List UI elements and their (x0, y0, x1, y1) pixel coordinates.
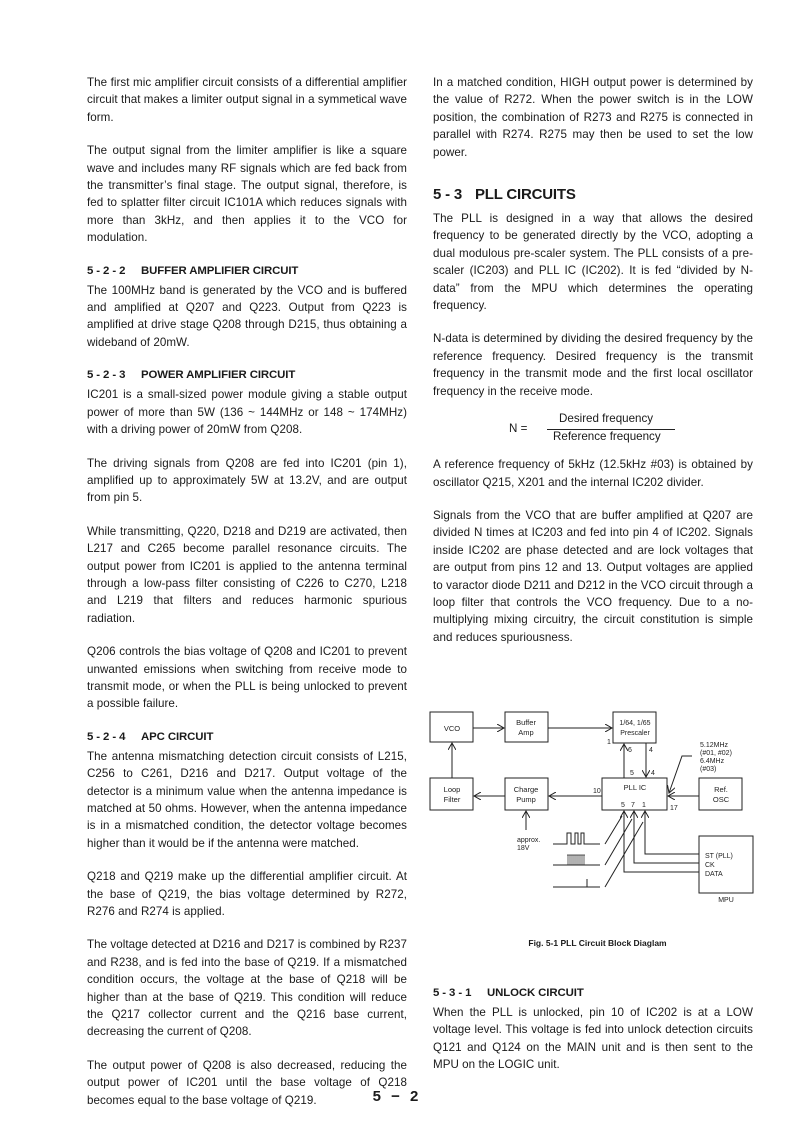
svg-text:Buffer: Buffer (516, 718, 536, 727)
svg-text:Ref.: Ref. (714, 785, 728, 794)
charge-pump-block (505, 778, 548, 810)
svg-text:DATA: DATA (705, 871, 723, 878)
formula-numerator: Desired frequency (559, 412, 654, 426)
section-heading-5-2-4 (87, 729, 407, 745)
pll-block-diagram (425, 700, 770, 910)
section-title: APC CIRCUIT (141, 730, 214, 743)
section-heading-5-3-1 (433, 985, 753, 1001)
svg-text:Loop: Loop (443, 785, 461, 794)
section-title: UNLOCK CIRCUIT (487, 987, 584, 999)
left-column (87, 74, 407, 1109)
section-heading-5-2-2 (87, 263, 407, 279)
vco-block (430, 712, 473, 742)
svg-text:Pump: Pump (516, 795, 536, 804)
svg-text:Charge: Charge (513, 785, 539, 794)
svg-text:VCO: VCO (443, 724, 461, 733)
paragraph: Signals from the VCO that are buffer amplified at Q207 are divided N times at IC203 and fed into pin 4 of IC202. Signals inside IC202 are phase detected and are lock voltages that are output from pins 12 and 13. Output voltages are applied to varactor diode D211 and D212 in the VCO circuit through a loop filter that controls the VCO frequency. Due to a no-multiplying mixing circuitry, the circuit constitution is simple and reduces spuriousness. (433, 508, 753, 644)
svg-text:Filter: Filter (443, 795, 461, 804)
svg-text:4: 4 (649, 747, 653, 754)
page-number: 5 − 2 (372, 1088, 422, 1105)
prescaler-block (613, 712, 656, 743)
svg-text:4: 4 (651, 770, 655, 777)
paragraph: IC201 is a small-sized power module giving a stable output power of more than 5W (136 ~ 144MHz or 148 ~ 174MHz) with a driving power of 20mW from Q208. (87, 388, 407, 437)
paragraph: In a matched condition, HIGH output power is determined by the value of R272. When the power switch is in the LOW position, the combination of R273 and R275 is connected in parallel with R274. R275 may then be used to set the low power. (433, 76, 753, 159)
svg-text:Amp: Amp (518, 728, 534, 737)
svg-text:6.4MHz: 6.4MHz (700, 758, 725, 765)
svg-text:(#03): (#03) (700, 766, 717, 773)
svg-text:1: 1 (642, 802, 646, 809)
paragraph: The 100MHz band is generated by the VCO and is buffered and amplified at Q207 and Q223. Output from Q223 is amplified at drive stage Q208 through D215, thus obtaining a wideband of 20mW. (87, 283, 407, 349)
section-title: PLL CIRCUITS (475, 186, 576, 204)
unlock-section (433, 985, 753, 1074)
paragraph: The antenna mismatching detection circuit consists of L215, C256 to C261, D216 and D217. Output voltage of the detector is a minimum value when the antenna impedance is matched at 50 ohms. However, when the antenna impedance is in a mismatched condition, the detector voltage becomes higher than it would be if the antenna were matched. (87, 749, 407, 850)
section-heading-5-2-3 (87, 367, 407, 383)
paragraph: While transmitting, Q220, D218 and D219 are activated, then L217 and C265 become parallel resonance circuits. The output power from IC201 is applied to the antenna terminal through a low-pass filter consisting of C226 to C270, L218 and L219 that filters and reduces harmonic spurious radiation. (87, 524, 407, 625)
svg-text:7: 7 (631, 802, 635, 809)
svg-text:ST (PLL): ST (PLL) (705, 853, 733, 860)
svg-text:MPU: MPU (718, 897, 734, 904)
right-column (433, 74, 753, 646)
svg-text:CK: CK (705, 862, 715, 869)
paragraph: The driving signals from Q208 are fed into IC201 (pin 1), amplified up to approximately 5W at 13.2V, and are output from pin 5. (87, 456, 407, 505)
section-number: 5 - 2 - 2 (87, 264, 126, 277)
section-title: BUFFER AMPLIFIER CIRCUIT (141, 264, 299, 277)
svg-text:OSC: OSC (712, 795, 730, 804)
svg-text:5: 5 (621, 802, 625, 809)
section-number: 5 - 2 - 4 (87, 730, 126, 743)
svg-text:18V: 18V (517, 845, 530, 852)
svg-text:5.12MHz: 5.12MHz (700, 742, 729, 749)
svg-text:5: 5 (630, 770, 634, 777)
svg-text:17: 17 (670, 805, 678, 812)
paragraph: N-data is determined by dividing the desired frequency by the reference frequency. Desired frequency is the transmit frequency in the transmit mode and the first local oscillator frequency in the receive mode. (433, 332, 753, 398)
loop-filter-block (430, 778, 473, 810)
ref-osc-block (699, 778, 742, 810)
formula-denominator: Reference frequency (553, 430, 661, 444)
figure-caption: Fig. 5-1 PLL Circuit Block Diaglam (528, 938, 667, 948)
section-title: POWER AMPLIFIER CIRCUIT (141, 369, 296, 382)
svg-text:(#01, #02): (#01, #02) (700, 750, 732, 757)
svg-text:1/64, 1/65: 1/64, 1/65 (619, 720, 651, 727)
paragraph: The first mic amplifier circuit consists of a differential amplifier circuit that makes a limiter output signal in a symmetical wave form. (87, 76, 407, 124)
svg-text:Prescaler: Prescaler (620, 730, 650, 737)
section-heading-5-3 (433, 185, 753, 205)
paragraph: The PLL is designed in a way that allows the desired frequency to be generated directly by the VCO, adopting a dual modulous pre-scaler system. The PLL consists of a pre-scaler (IC203) and PLL IC (IC202). It is fed “divided by N-data” from the MPU which determines the operating frequency. (433, 212, 753, 313)
paragraph: A reference frequency of 5kHz (12.5kHz #03) is obtained by oscillator Q215, X201 and the internal IC202 divider. (433, 458, 753, 489)
paragraph: The output power of Q208 is also decreased, reducing the output power of IC201 until the base voltage of Q218 becomes equal to the base voltage of Q219. (87, 1058, 407, 1107)
paragraph: Q206 controls the bias voltage of Q208 and IC201 to prevent unwanted emissions when switching from receive mode to transmit mode, or when the PLL is being unlocked to prevent a possible failure. (87, 645, 407, 711)
paragraph: The output signal from the limiter amplifier is like a square wave and includes many RF signals which are fed back from the transmitter’s final stage. The output signal, therefore, is fed to splatter filter circuit IC101A which reduces signals with more than 3kHz, and then applies it to the VCO for modulation. (87, 144, 407, 245)
svg-text:approx.: approx. (517, 837, 541, 844)
section-number: 5 - 3 (433, 186, 463, 204)
mpu-block (699, 836, 753, 904)
svg-text:6: 6 (628, 747, 632, 754)
section-number: 5 - 2 - 3 (87, 369, 126, 382)
svg-text:1: 1 (607, 739, 611, 746)
section-number: 5 - 3 - 1 (433, 987, 472, 999)
svg-text:PLL IC: PLL IC (623, 783, 647, 792)
svg-text:10: 10 (593, 788, 601, 795)
paragraph: The voltage detected at D216 and D217 is combined by R237 and R238, and is fed into the base of Q219. If a mismatched condition occurs, the voltage at the base of Q218 will be higher than at the base of Q219. This condition will reduce the Q217 collector current and the Q216 base current, decreasing the current of Q208. (87, 938, 407, 1039)
paragraph: Q218 and Q219 make up the differential amplifier circuit. At the base of Q219, the bias voltage determined by R272, R276 and R274 is applied. (87, 870, 407, 919)
paragraph: When the PLL is unlocked, pin 10 of IC202 is at a LOW voltage level. This voltage is fed into unlock detection circuits Q121 and Q124 on the MAIN unit and is then sent to the MPU on the LOGIC unit. (433, 1006, 753, 1072)
n-formula (433, 410, 753, 450)
formula-lhs: N = (509, 422, 528, 436)
buffer-amp-block (505, 712, 548, 742)
